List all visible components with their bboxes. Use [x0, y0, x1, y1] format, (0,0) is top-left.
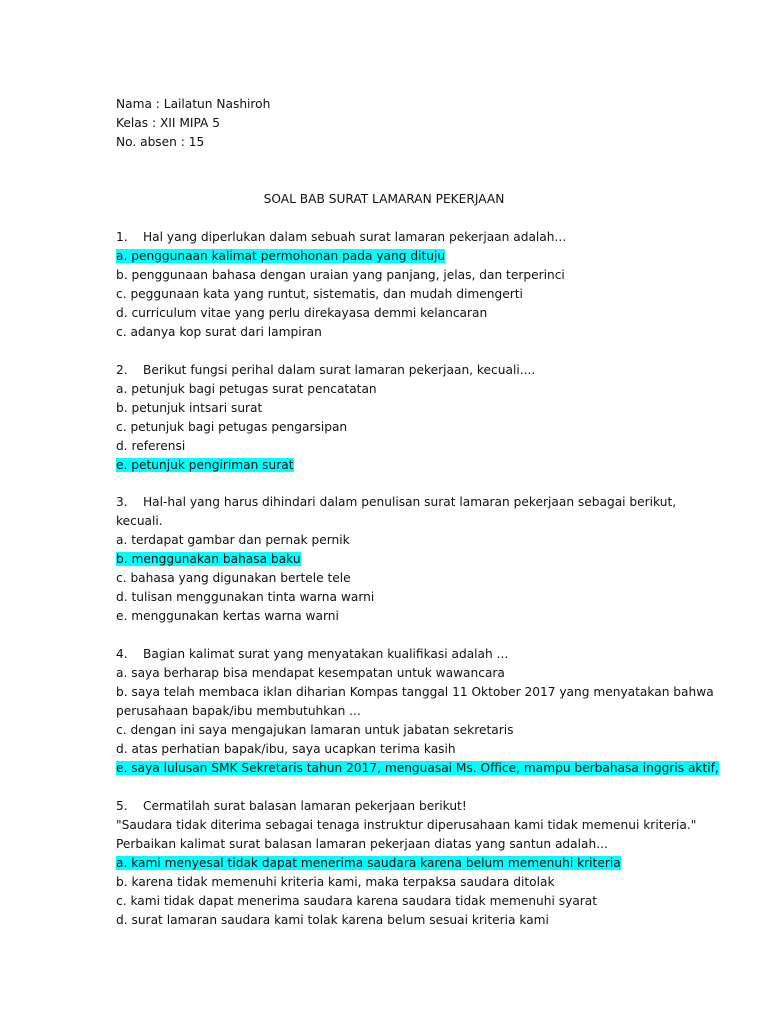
student-absen: No. absen : 15 — [116, 135, 205, 149]
option-e — [116, 759, 719, 778]
question-text — [116, 228, 716, 247]
option-b: b. penggunaan bahasa dengan uraian yang panjang, jelas, dan terperinci — [116, 268, 565, 282]
page-title: SOAL BAB SURAT LAMARAN PEKERJAAN — [263, 192, 505, 206]
option-b: b. saya telah membaca iklan diharian Kompas tanggal 11 Oktober 2017 yang menyatakan bahwa — [116, 685, 714, 699]
question-number: 5. — [116, 799, 128, 813]
option-d: d. atas perhatian bapak/ibu, saya ucapkan terima kasih — [116, 742, 456, 756]
answer-highlight: a. kami menyesal tidak dapat menerima saudara karena belum memenuhi kriteria — [116, 856, 621, 870]
option-a — [116, 247, 716, 266]
question-number: 1. — [116, 230, 128, 244]
answer-highlight: a. penggunaan kalimat permohonan pada yang dituju — [116, 249, 446, 263]
question-stem: Hal-hal yang harus dihindari dalam penulisan surat lamaran pekerjaan sebagai berikut, — [143, 495, 677, 509]
question-stem: Berikut fungsi perihal dalam surat lamaran pekerjaan, kecuali.... — [143, 363, 536, 377]
question-number: 3. — [116, 495, 128, 509]
option-b: b. karena tidak memenuhi kriteria kami, maka terpaksa saudara ditolak — [116, 875, 555, 889]
question-number: 4. — [116, 647, 128, 661]
question-prompt: Perbaikan kalimat surat balasan lamaran pekerjaan diatas yang santun adalah... — [116, 837, 608, 851]
option-c: c. dengan ini saya mengajukan lamaran untuk jabatan sekretaris — [116, 723, 514, 737]
option-d: d. tulisan menggunakan tinta warna warni — [116, 590, 375, 604]
option-e: c. adanya kop surat dari lampiran — [116, 325, 322, 339]
option-b — [116, 550, 716, 569]
answer-highlight: e. saya lulusan SMK Sekretaris tahun 2017, menguasai Ms. Office, mampu berbahasa inggris aktif, — [116, 761, 719, 775]
question-quote: "Saudara tidak diterima sebagai tenaga instruktur diperusahaan kami tidak memenui kriteria." — [116, 818, 697, 832]
option-e: e. menggunakan kertas warna warni — [116, 609, 339, 623]
question-text — [116, 645, 716, 664]
option-d: d. surat lamaran saudara kami tolak karena belum sesuai kriteria kami — [116, 913, 549, 927]
option-a — [116, 854, 716, 873]
question-text — [116, 797, 716, 816]
student-class: Kelas : XII MIPA 5 — [116, 116, 220, 130]
student-info — [116, 95, 716, 152]
answer-highlight: b. menggunakan bahasa baku — [116, 552, 301, 566]
option-c: c. petunjuk bagi petugas pengarsipan — [116, 420, 348, 434]
question-stem: Hal yang diperlukan dalam sebuah surat lamaran pekerjaan adalah... — [143, 230, 567, 244]
question-stem: Bagian kalimat surat yang menyatakan kualifikasi adalah ... — [143, 647, 509, 661]
option-c: c. peggunaan kata yang runtut, sistematis, dan mudah dimengerti — [116, 287, 523, 301]
answer-highlight: e. petunjuk pengiriman surat — [116, 458, 294, 472]
option-b-continued: perusahaan bapak/ibu membutuhkan ... — [116, 704, 361, 718]
question-4 — [116, 645, 719, 778]
option-b: b. petunjuk intsari surat — [116, 401, 263, 415]
option-a: a. petunjuk bagi petugas surat pencatatan — [116, 382, 377, 396]
option-c: c. bahasa yang digunakan bertele tele — [116, 571, 351, 585]
question-stem: Cermatilah surat balasan lamaran pekerjaan berikut! — [143, 799, 467, 813]
option-e — [116, 456, 716, 475]
option-a: a. terdapat gambar dan pernak pernik — [116, 533, 350, 547]
option-a: a. saya berharap bisa mendapat kesempatan untuk wawancara — [116, 666, 505, 680]
question-number: 2. — [116, 363, 128, 377]
question-text-continued: kecuali. — [116, 514, 163, 528]
question-1 — [116, 228, 716, 342]
option-c: c. kami tidak dapat menerima saudara karena saudara tidak memenuhi syarat — [116, 894, 598, 908]
student-name: Nama : Lailatun Nashiroh — [116, 97, 271, 111]
question-2 — [116, 361, 716, 475]
option-d: d. curriculum vitae yang perlu direkayasa demmi kelancaran — [116, 306, 488, 320]
question-text — [116, 361, 716, 380]
question-3 — [116, 493, 716, 626]
question-5 — [116, 797, 716, 930]
option-d: d. referensi — [116, 439, 186, 453]
question-text — [116, 493, 716, 512]
